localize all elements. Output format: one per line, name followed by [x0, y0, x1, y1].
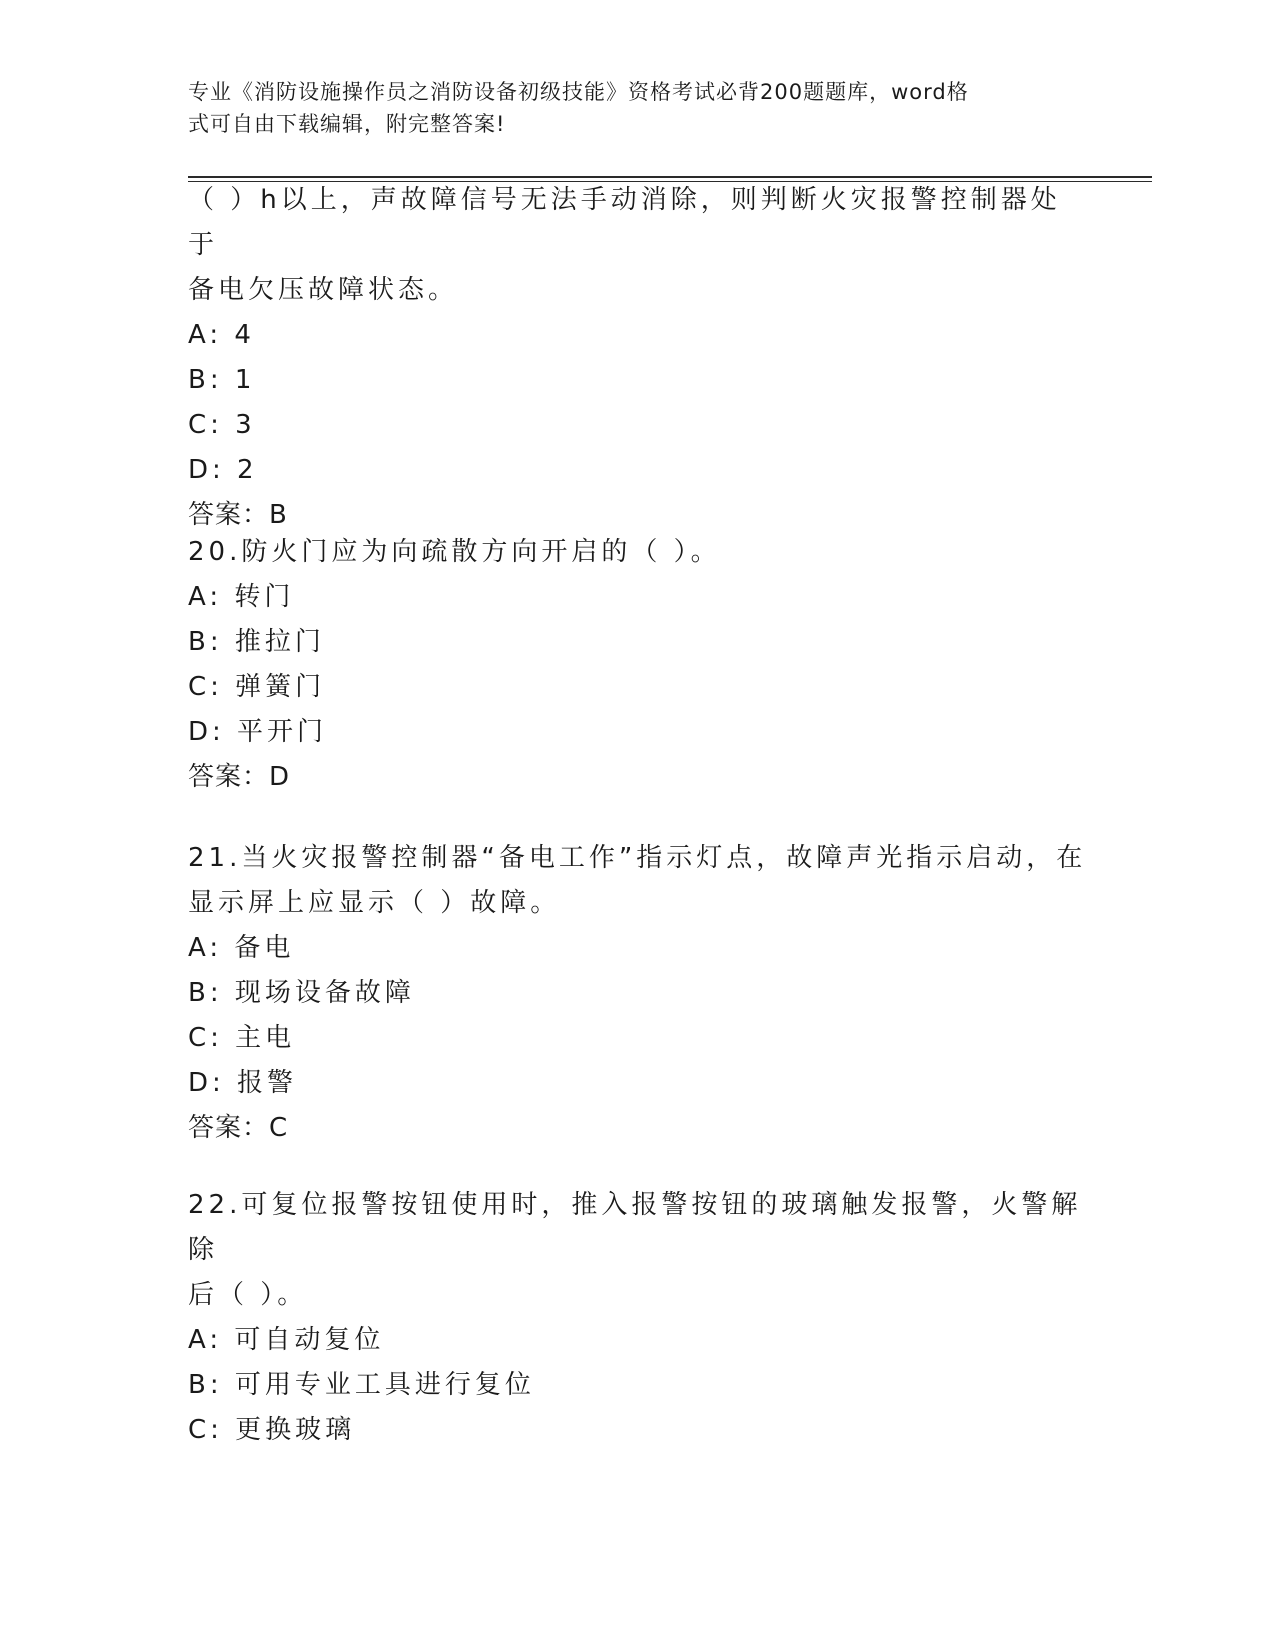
question-block [188, 530, 1088, 800]
question-text: （ ）h以上，声故障信号无法手动消除，则判断火灾报警控制器处于 [188, 185, 1061, 260]
question-text: 21.当火灾报警控制器“备电工作”指示灯点，故障声光指示启动，在 [188, 843, 1087, 873]
question-block [188, 836, 1088, 1151]
question-text: 20.防火门应为向疏散方向开启的（ ）。 [188, 537, 721, 567]
option-a: A: 备电 [188, 933, 295, 963]
option-a: A: 转门 [188, 582, 295, 612]
option-d: D: 报警 [188, 1068, 298, 1098]
header-line-2: 式可自由下载编辑，附完整答案! [188, 112, 506, 136]
question-text: 显示屏上应显示（ ）故障。 [188, 888, 561, 918]
option-c: C: 弹簧门 [188, 672, 326, 702]
question-block [188, 1183, 1088, 1453]
answer-line: 答案：C [188, 1113, 289, 1143]
option-a: A: 可自动复位 [188, 1325, 385, 1355]
option-b: B: 现场设备故障 [188, 978, 415, 1008]
option-c: C: 主电 [188, 1023, 296, 1053]
question-text: 22.可复位报警按钮使用时，推入报警按钮的玻璃触发报警，火警解除 [188, 1190, 1082, 1265]
answer-line: 答案：B [188, 500, 288, 530]
question-block [188, 178, 1088, 538]
document-header [188, 76, 1068, 140]
question-text: 备电欠压故障状态。 [188, 275, 459, 305]
question-text: 后（ ）。 [188, 1280, 308, 1310]
option-b: B: 1 [188, 365, 256, 395]
option-c: C: 3 [188, 410, 256, 440]
option-d: D: 2 [188, 455, 258, 485]
option-a: A: 4 [188, 320, 255, 350]
option-b: B: 可用专业工具进行复位 [188, 1370, 535, 1400]
header-line-1: 专业《消防设施操作员之消防设备初级技能》资格考试必背200题题库，word格 [188, 80, 969, 104]
option-d: D: 平开门 [188, 717, 328, 747]
option-c: C: 更换玻璃 [188, 1415, 356, 1445]
answer-line: 答案：D [188, 762, 291, 792]
option-b: B: 推拉门 [188, 627, 325, 657]
